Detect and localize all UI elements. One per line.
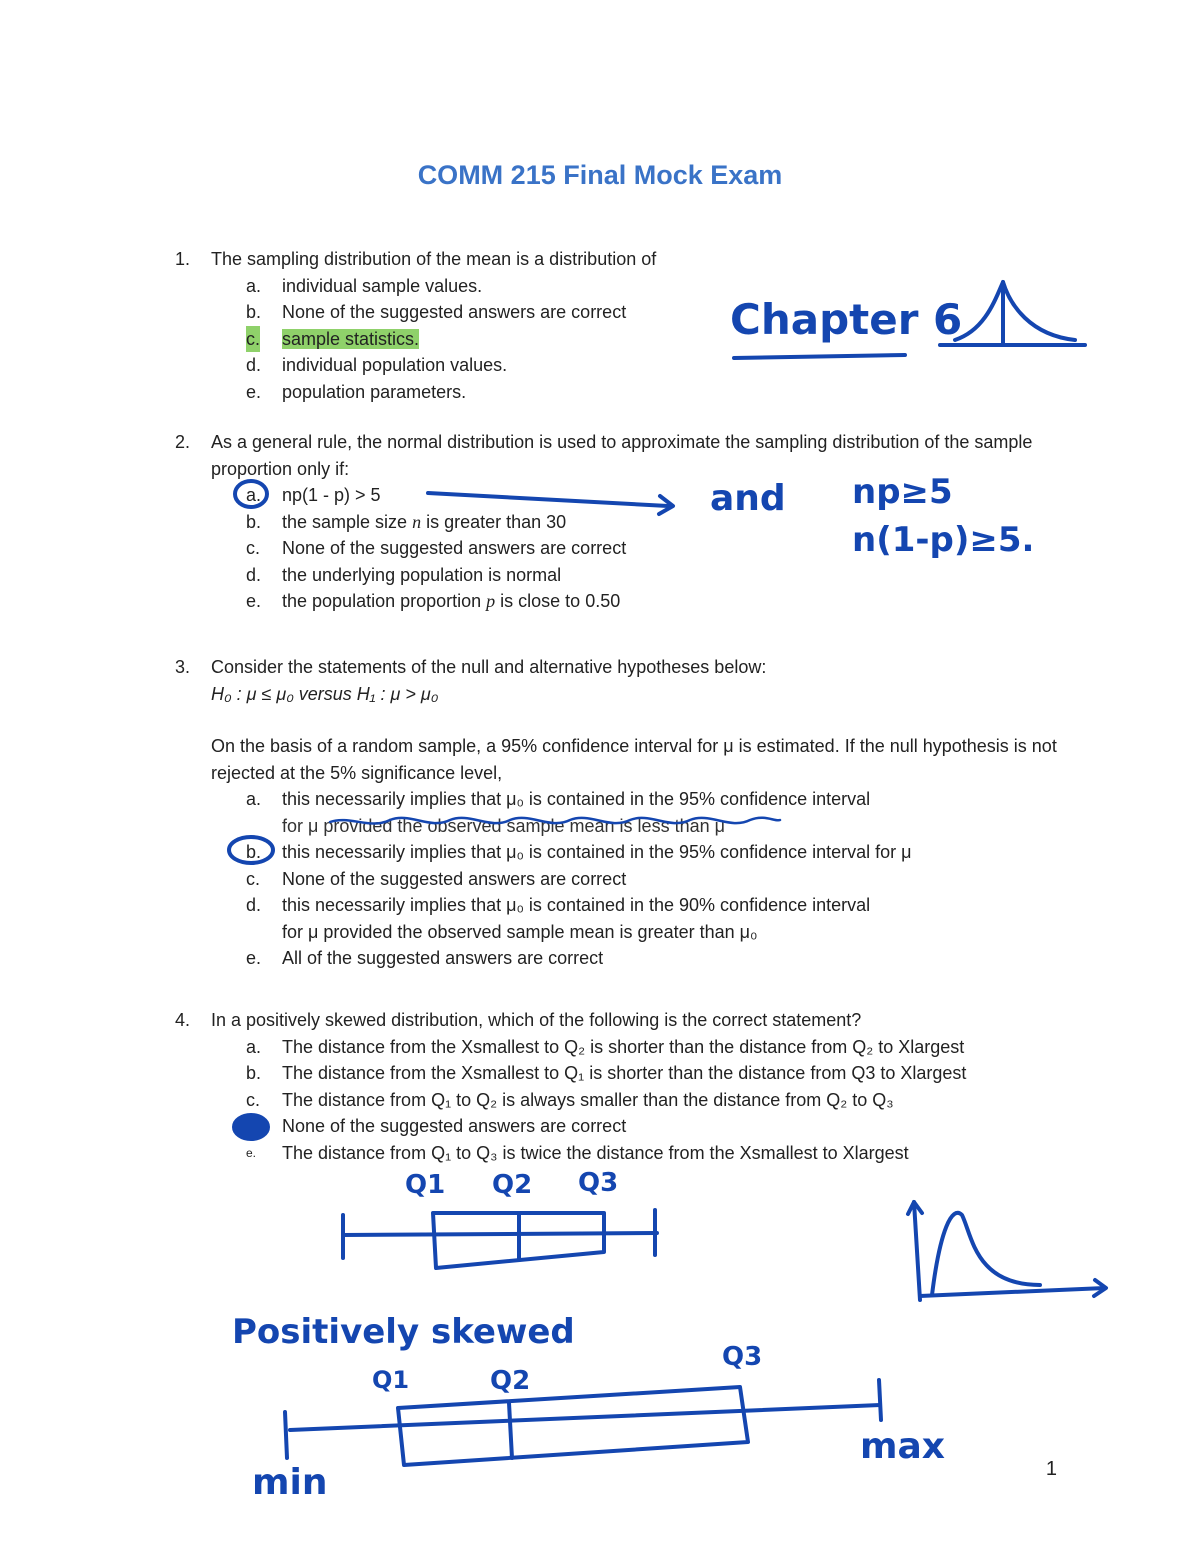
page-number: 1 [1045, 1458, 1057, 1480]
skew-curve [932, 1213, 1040, 1295]
answer-highlight: sample statistics. [282, 328, 420, 349]
strike-scribble [330, 818, 780, 824]
annotation-box-q3: Q3 [578, 1168, 619, 1198]
question-stem: Consider the statements of the null and alternative hypotheses below: [211, 657, 767, 677]
option-a: a. individual sample values. [246, 275, 483, 296]
question-number: 2. [175, 432, 191, 452]
annotation-cond2: n(1-p)≥5. [852, 520, 1035, 560]
boxplot2-box [398, 1387, 748, 1465]
option-d: d. this necessarily implies that μ₀ is contained in the 90% confidence interval for μ provided the observed sample mean is greater than μ₀ [246, 895, 871, 942]
question-number: 3. [175, 657, 191, 677]
question-stem: The sampling distribution of the mean is a distribution of [211, 249, 657, 269]
hypotheses: H₀ : μ ≤ μ₀ versus H₁ : μ > μ₀ [211, 683, 439, 704]
annotation-q1b: Q1 [372, 1366, 410, 1394]
circle-answer-3b [229, 837, 273, 863]
option-b: b. None of the suggested answers are correct [246, 302, 627, 322]
option-c-highlighted: c. sample statistics. [175, 326, 1095, 353]
circle-answer-2a [235, 481, 267, 507]
annotation-cond1: np≥5 [852, 472, 953, 512]
annotation-chapter: Chapter 6 [730, 295, 963, 344]
boxplot2-whisker-line [290, 1405, 880, 1430]
option-b: b. this necessarily implies that μ₀ is contained in the 95% confidence interval for μ [246, 842, 912, 862]
skew-x-axis [920, 1288, 1105, 1296]
option-d: None of the suggested answers are correct [282, 1116, 627, 1136]
annotation-max: max [860, 1426, 946, 1467]
question-stem: In a positively skewed distribution, which of the following is the correct statement? [211, 1010, 862, 1030]
question-stem: As a general rule, the normal distribution is used to approximate the sampling distribution of the sample proportion only if: [211, 432, 1033, 479]
skew-y-axis [914, 1202, 920, 1300]
option-e: e. the population proportion p is close to 0.50 [246, 591, 621, 611]
option-b: b. The distance from the Xsmallest to Q₁ is shorter than the distance from Q3 to Xlargest [246, 1063, 967, 1083]
boxplot-whisker-line [343, 1233, 657, 1235]
question-context: On the basis of a random sample, a 95% confidence interval for μ is estimated. If the null hypothesis is not rejected at the 5% significance level, [211, 736, 1057, 783]
boxplot2-min-cap [285, 1412, 287, 1458]
annotation-q2b: Q2 [490, 1366, 531, 1396]
boxplot2-median [509, 1403, 512, 1458]
option-c: c. None of the suggested answers are correct [246, 538, 627, 558]
page-title: COMM 215 Final Mock Exam [417, 160, 783, 190]
option-e: e. population parameters. [246, 381, 467, 402]
option-e: e. The distance from Q₁ to Q₃ is twice the distance from the Xsmallest to Xlargest [246, 1142, 909, 1163]
option-c: c. The distance from Q₁ to Q₂ is always smaller than the distance from Q₂ to Q₃ [246, 1089, 894, 1110]
chapter-underline [734, 355, 905, 358]
option-b: b. the sample size n is greater than 30 [246, 511, 567, 532]
annotation-box-q2: Q2 [492, 1170, 533, 1200]
circle-answer-4d [234, 1115, 268, 1139]
question-number: 1. [175, 249, 191, 269]
option-c: c. None of the suggested answers are correct [246, 868, 627, 889]
arrow-line [428, 493, 668, 506]
annotation-min: min [252, 1462, 328, 1503]
normal-curve [955, 282, 1075, 340]
option-d: d. individual population values. [246, 355, 508, 375]
option-d: d. the underlying population is normal [246, 564, 562, 585]
annotation-box-q1: Q1 [405, 1170, 446, 1200]
question-number: 4. [175, 1010, 191, 1030]
annotation-positively-skewed: Positively skewed [232, 1312, 575, 1352]
option-a: a. np(1 - p) > 5 [246, 485, 381, 505]
annotation-q3b: Q3 [722, 1342, 763, 1372]
annotation-and: and [710, 478, 786, 519]
boxplot2-max-cap [879, 1380, 881, 1420]
option-a: a. The distance from the Xsmallest to Q₂ is shorter than the distance from Q₂ to Xlargest [246, 1036, 965, 1057]
option-e: e. All of the suggested answers are correct [246, 948, 604, 968]
option-a: a. this necessarily implies that μ₀ is contained in the 95% confidence interval for μ provided the observed sample mean is less than μ [246, 789, 871, 836]
